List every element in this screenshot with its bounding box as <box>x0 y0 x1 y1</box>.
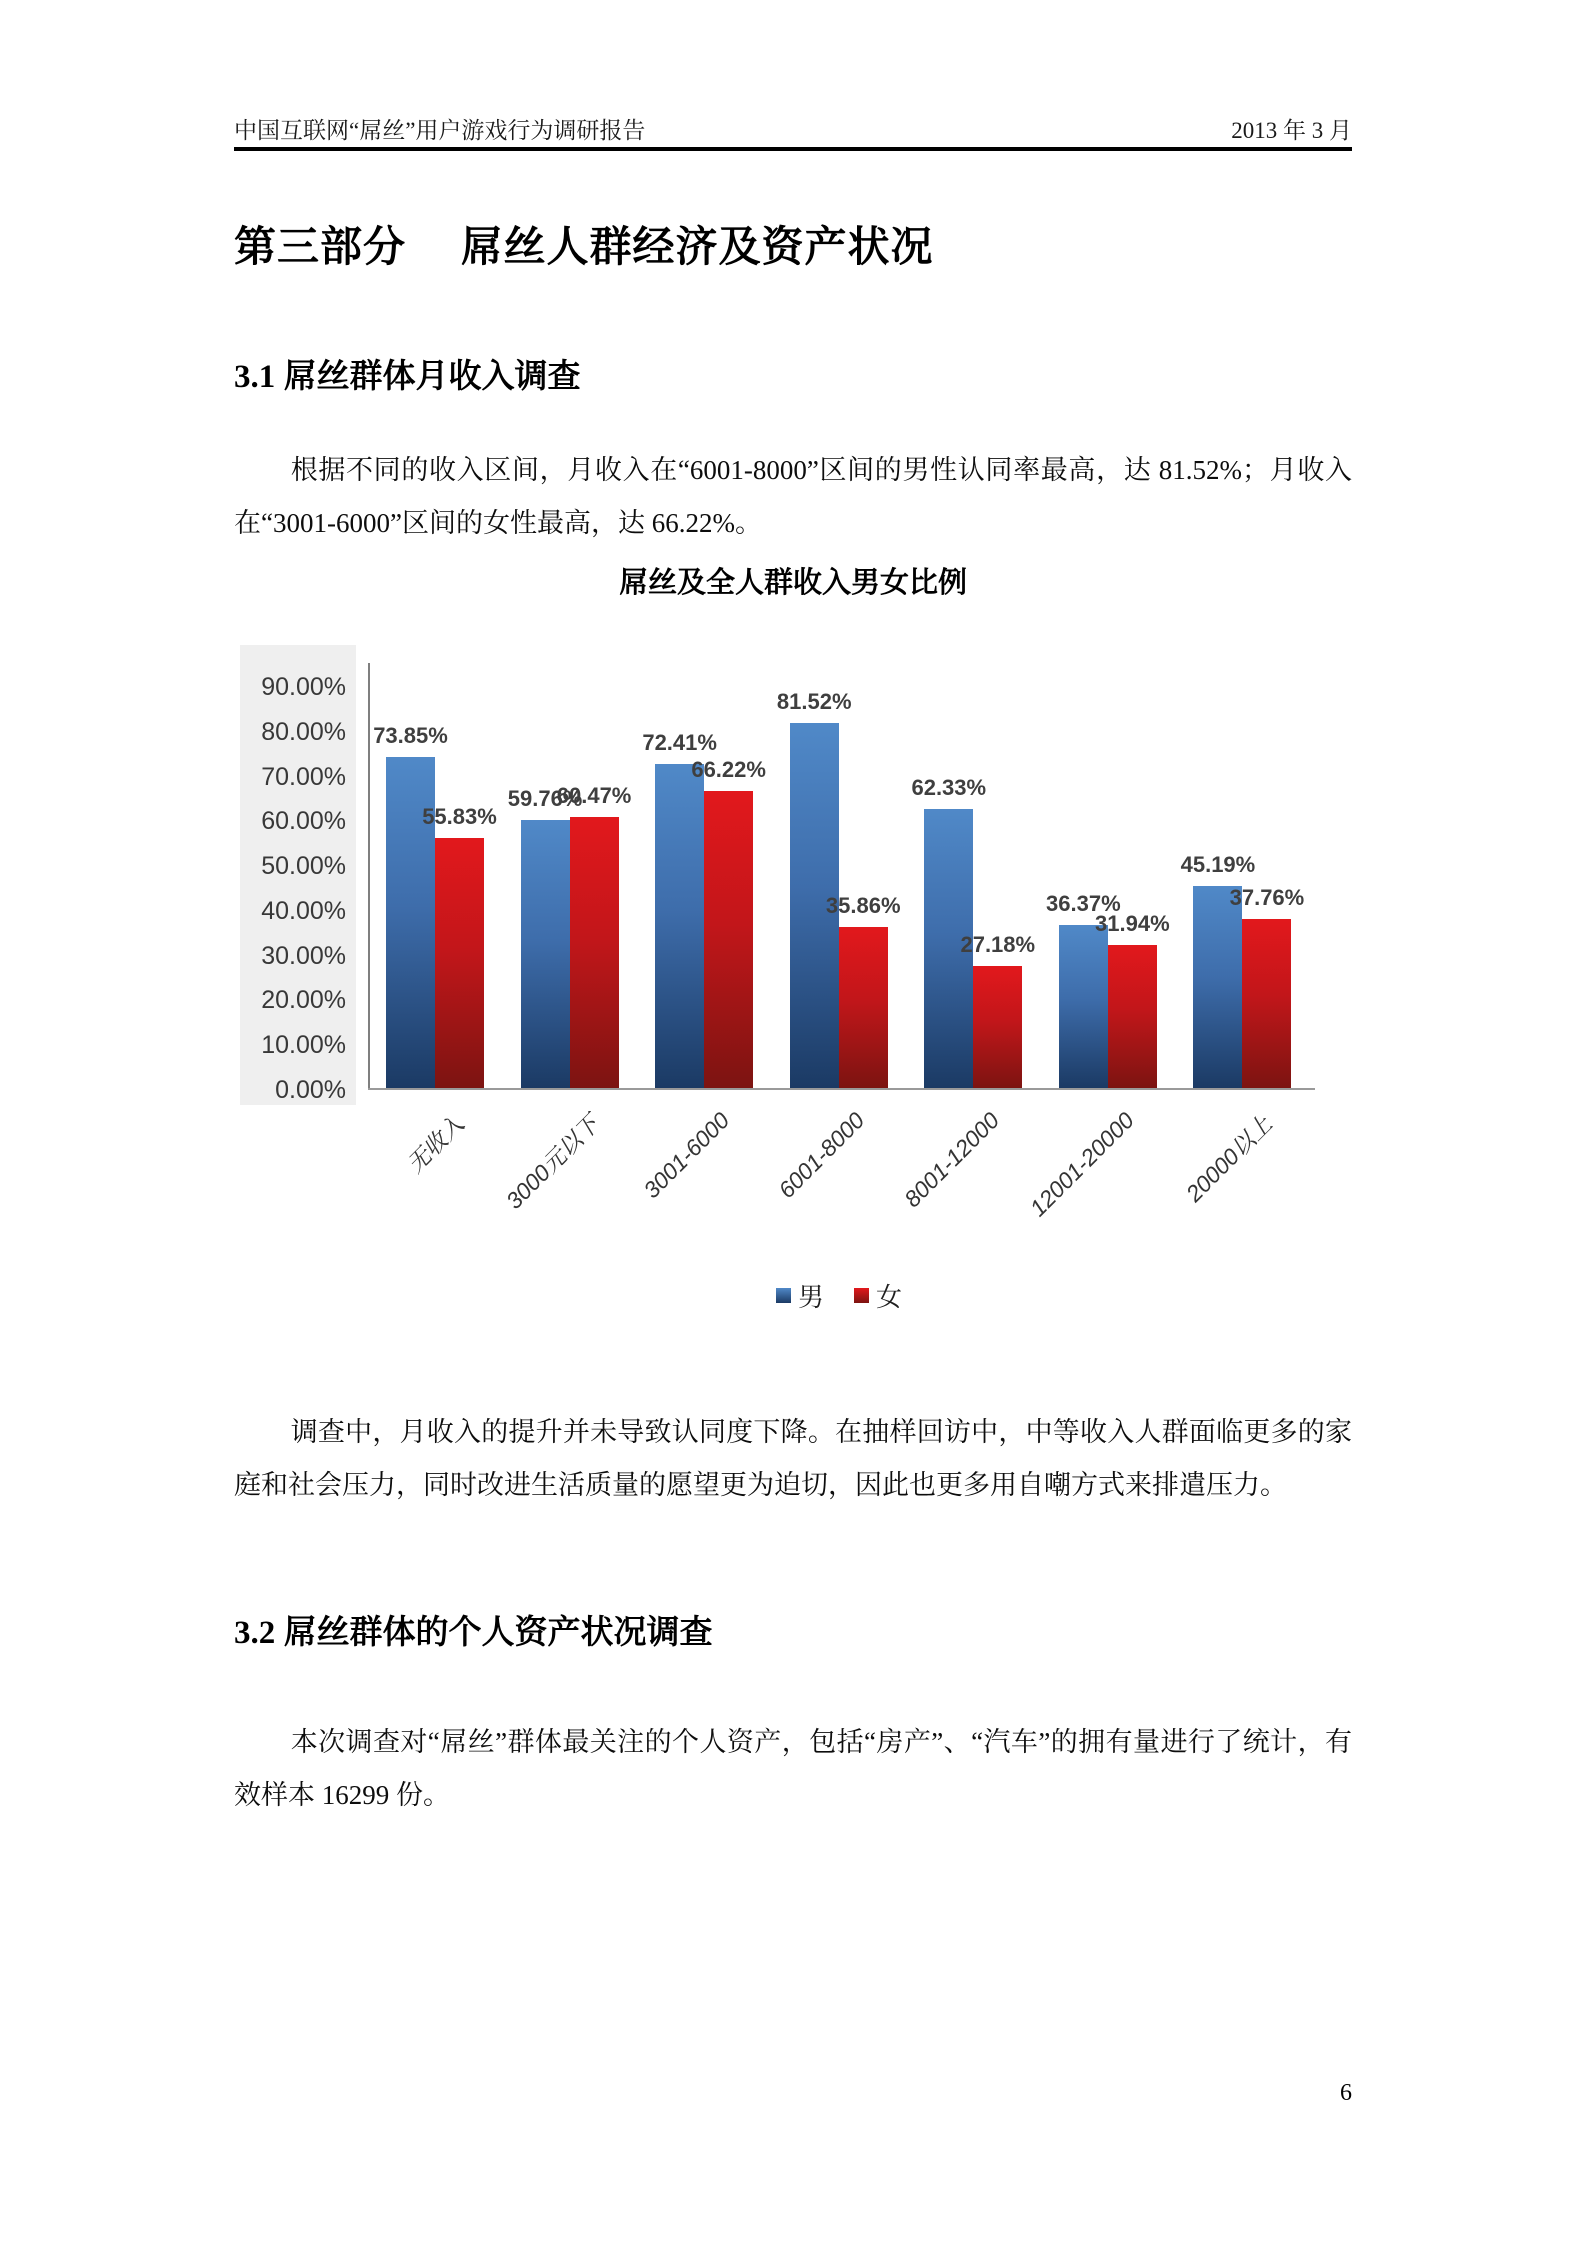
bar-女 <box>435 838 484 1088</box>
x-category-label: 6001-8000 <box>773 1107 870 1204</box>
bar-value-label: 36.37% <box>1046 891 1121 917</box>
legend-item <box>854 1277 902 1314</box>
bar-value-label: 27.18% <box>960 932 1036 958</box>
bar-value-label: 72.41% <box>642 729 717 755</box>
heading-3-1: 3.1 屌丝群体月收入调查 <box>234 359 581 395</box>
bar-value-label: 66.22% <box>691 757 766 783</box>
bar-女 <box>839 927 888 1088</box>
bar-value-label: 37.76% <box>1229 884 1305 910</box>
heading-3-2: 3.2 屌丝群体的个人资产状况调查 <box>234 1615 713 1651</box>
bar-group <box>503 645 638 1088</box>
y-tick-label: 70.00% <box>261 762 346 791</box>
bar-group <box>1041 645 1176 1088</box>
bar-value-label: 59.76% <box>507 786 583 812</box>
y-tick-label: 60.00% <box>261 807 346 836</box>
bar-男 <box>1193 886 1242 1088</box>
bar-group <box>1175 645 1310 1088</box>
legend-label: 男 <box>797 1282 824 1312</box>
header-report-title: 中国互联网“屌丝”用户游戏行为调研报告 <box>234 118 646 143</box>
bar-value-label: 81.52% <box>776 688 852 714</box>
y-axis <box>240 645 356 1105</box>
bar-女 <box>570 817 619 1088</box>
bar-value-label: 55.83% <box>422 804 497 830</box>
x-category-label: 8001-12000 <box>898 1107 1004 1213</box>
y-tick-label: 0.00% <box>275 1076 346 1104</box>
page-number: 6 <box>1340 2080 1352 2106</box>
legend-swatch-icon <box>854 1288 869 1303</box>
legend-item <box>776 1277 824 1314</box>
legend-label: 女 <box>876 1282 903 1312</box>
income-gender-bar-chart <box>240 645 1400 1325</box>
legend-swatch-icon <box>776 1288 791 1303</box>
page-header <box>234 112 1352 145</box>
header-date: 2013 年 3 月 <box>1231 118 1352 143</box>
bar-男 <box>521 820 570 1088</box>
paragraph-income-summary: 根据不同的收入区间，月收入在“6001-8000”区间的男性认同率最高，达 81.52%；月收入在“3001-6000”区间的女性最高，达 66.22%。 <box>234 455 1352 538</box>
plot-area <box>368 645 1310 1090</box>
bar-value-label: 60.47% <box>556 783 632 809</box>
x-category-label: 12001-20000 <box>1024 1107 1139 1222</box>
x-category-label: 3000元以下 <box>500 1110 604 1214</box>
bar-group <box>772 645 907 1088</box>
x-axis-line <box>368 1088 1315 1090</box>
bar-value-label: 62.33% <box>911 774 987 800</box>
bar-value-label: 73.85% <box>373 723 448 749</box>
x-category-label: 无收入 <box>402 1110 470 1178</box>
bar-value-label: 35.86% <box>825 893 901 919</box>
bar-group <box>637 645 772 1088</box>
bar-女 <box>704 791 753 1088</box>
y-tick-label: 90.00% <box>261 673 346 701</box>
x-category-label: 3001-6000 <box>638 1107 735 1204</box>
bar-男 <box>655 764 704 1088</box>
paragraph-survey-comment: 调查中，月收入的提升并未导致认同度下降。在抽样回访中，中等收入人群面临更多的家庭和社会压力，同时改进生活质量的愿望更为迫切，因此也更多用自嘲方式来排遣压力。 <box>234 1417 1352 1500</box>
bar-group <box>368 645 503 1088</box>
bar-女 <box>973 966 1022 1088</box>
bar-女 <box>1108 945 1157 1088</box>
chart-legend <box>368 1277 1310 1314</box>
y-tick-label: 20.00% <box>261 986 346 1015</box>
chart-title: 屌丝及全人群收入男女比例 <box>618 567 967 599</box>
bar-value-label: 31.94% <box>1095 910 1170 936</box>
paragraph-assets-intro: 本次调查对“屌丝”群体最关注的个人资产，包括“房产”、“汽车”的拥有量进行了统计，有效样本 16299 份。 <box>234 1727 1352 1810</box>
bars-layer <box>368 645 1310 1088</box>
header-rule <box>234 147 1352 151</box>
section-title: 第三部分 屌丝人群经济及资产状况 <box>234 225 934 271</box>
bar-group <box>906 645 1041 1088</box>
bar-男 <box>1059 925 1108 1088</box>
y-tick-label: 80.00% <box>261 717 346 746</box>
y-tick-label: 30.00% <box>261 941 346 970</box>
y-tick-label: 10.00% <box>261 1031 346 1060</box>
y-tick-label: 40.00% <box>261 896 346 925</box>
y-tick-label: 50.00% <box>261 852 346 881</box>
x-category-label: 20000以上 <box>1180 1110 1277 1207</box>
bar-value-label: 45.19% <box>1180 851 1256 877</box>
bar-女 <box>1242 919 1291 1088</box>
